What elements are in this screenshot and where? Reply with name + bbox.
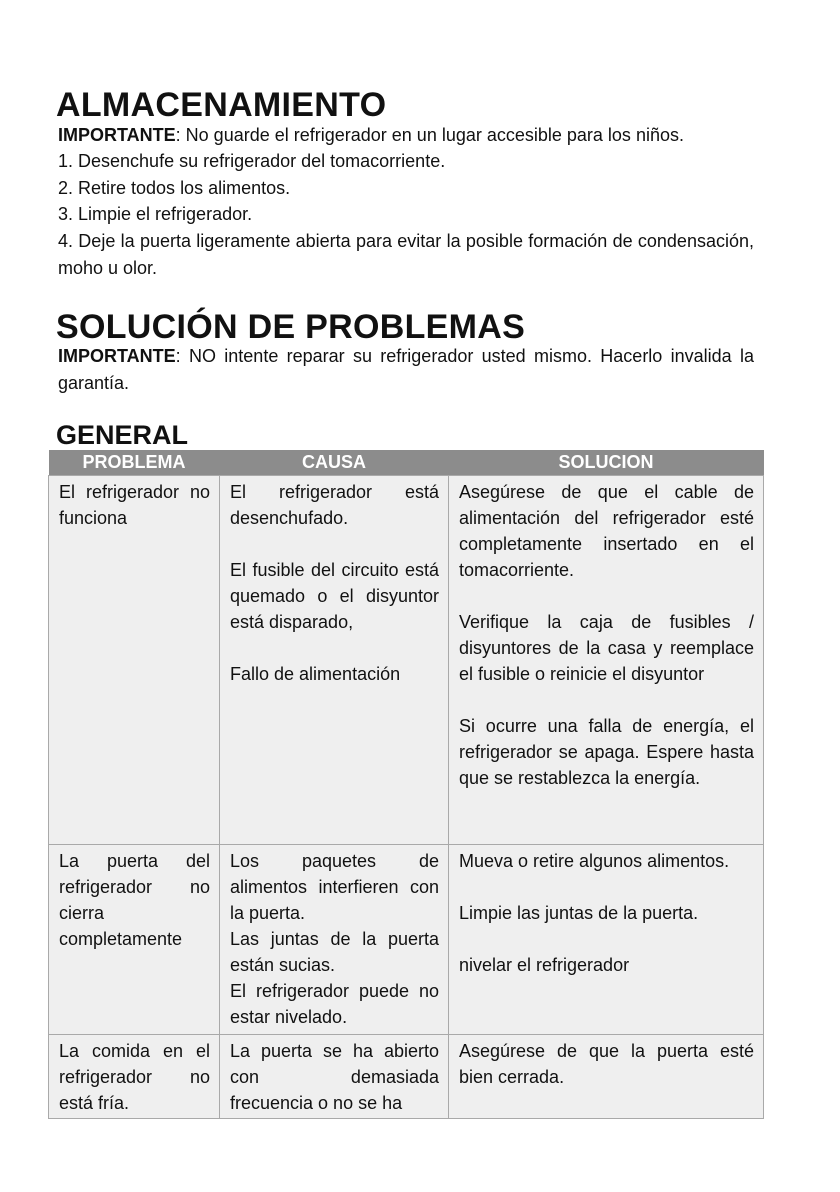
solution-text: Asegúrese de que el cable de alimentación del refrigerador esté completamente insertado en el tomacorriente. [459, 482, 754, 580]
storage-important [58, 122, 754, 149]
cause-cell [220, 1035, 449, 1119]
table-row [49, 845, 764, 1035]
troubleshooting-important-label: IMPORTANTE [58, 346, 176, 366]
cause-text: Las juntas de la puerta están sucias. [230, 929, 439, 975]
cause-text: El refrigerador puede no estar nivelado. [230, 981, 439, 1027]
solution-text: Verifique la caja de fusibles / disyuntores de la casa y reemplace el fusible o reinicie el disyuntor [459, 612, 754, 684]
storage-title: ALMACENAMIENTO [56, 86, 387, 124]
storage-step: 1. Desenchufe su refrigerador del tomacorriente. [58, 151, 446, 171]
cause-cell [220, 845, 449, 1035]
header-cause: CAUSA [220, 450, 449, 476]
solution-text: Limpie las juntas de la puerta. [459, 903, 699, 923]
solution-text: nivelar el refrigerador [459, 955, 630, 975]
storage-important-text: : No guarde el refrigerador en un lugar accesible para los niños. [175, 125, 684, 145]
cause-text: Fallo de alimentación [230, 664, 401, 684]
solution-text: Mueva o retire algunos alimentos. [459, 851, 730, 871]
solution-cell [449, 476, 764, 845]
storage-step: 2. Retire todos los alimentos. [58, 178, 291, 198]
table-header-row [49, 450, 764, 476]
cause-text: El refrigerador está desenchufado. [230, 482, 439, 528]
solution-text: Asegúrese de que la puerta esté bien cerrada. [459, 1041, 754, 1087]
solution-text: Si ocurre una falla de energía, el refrigerador se apaga. Espere hasta que se restablezca la energía. [459, 716, 754, 788]
table-row [49, 1035, 764, 1119]
problem-cell: El refrigerador no funciona [49, 476, 220, 845]
header-solution: SOLUCION [449, 450, 764, 476]
solution-cell [449, 1035, 764, 1119]
troubleshooting-important [58, 343, 754, 396]
problem-cell: La puerta del refrigerador no cierra completamente [49, 845, 220, 1035]
table-row [49, 476, 764, 845]
cause-text: La puerta se ha abierto con demasiada frecuencia o no se ha [230, 1041, 439, 1113]
problem-cell: La comida en el refrigerador no está fría. [49, 1035, 220, 1119]
troubleshooting-important-text: : NO intente reparar su refrigerador usted mismo. Hacerlo invalida la garantía. [58, 346, 754, 393]
header-problem: PROBLEMA [49, 450, 220, 476]
cause-cell [220, 476, 449, 845]
general-title: GENERAL [56, 420, 189, 450]
troubleshooting-table [48, 450, 764, 1119]
storage-step: 3. Limpie el refrigerador. [58, 204, 253, 224]
storage-important-label: IMPORTANTE [58, 125, 176, 145]
solution-cell [449, 845, 764, 1035]
storage-step: 4. Deje la puerta ligeramente abierta para evitar la posible formación de condensación, moho u olor. [58, 231, 754, 278]
troubleshooting-title: SOLUCIÓN DE PROBLEMAS [56, 308, 526, 346]
cause-text: El fusible del circuito está quemado o el disyuntor está disparado, [230, 560, 439, 632]
cause-text: Los paquetes de alimentos interfieren con la puerta. [230, 851, 439, 923]
